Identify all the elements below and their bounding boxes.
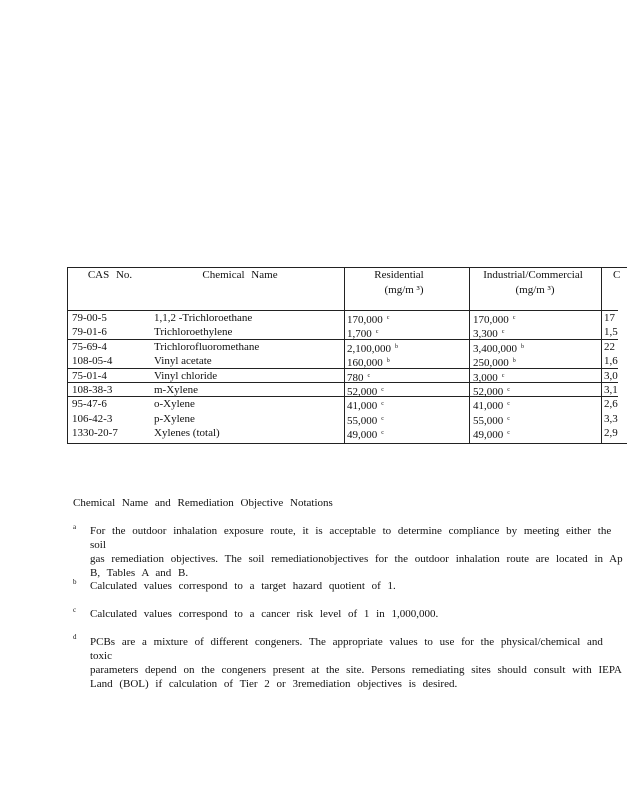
header-residential: Residential bbox=[374, 269, 424, 281]
cell-chemical-name bbox=[154, 412, 195, 426]
cell-cut-text: 22 bbox=[604, 341, 615, 353]
cell-cut-text: 1,6 bbox=[604, 355, 618, 367]
cell-residential bbox=[347, 397, 384, 413]
cell-chemical-name bbox=[154, 311, 252, 325]
cell-industrial-text: 52,000 bbox=[473, 386, 504, 398]
footnote-mark: b bbox=[386, 358, 390, 364]
cell-cas bbox=[72, 369, 107, 383]
note-a bbox=[90, 524, 630, 580]
cell-cut bbox=[604, 340, 615, 354]
cell-cas bbox=[72, 383, 112, 397]
cell-industrial bbox=[473, 354, 516, 370]
cell-industrial bbox=[473, 426, 510, 442]
cell-residential-text: 55,000 bbox=[347, 415, 378, 427]
header-chemical-name: Chemical Name bbox=[202, 269, 278, 281]
footnote-mark: c bbox=[507, 401, 510, 407]
footnote-mark: c bbox=[375, 329, 379, 335]
footnote-mark: c bbox=[386, 315, 390, 321]
cell-cas-text: 108-38-3 bbox=[72, 384, 113, 396]
cell-cut-text: 1,5 bbox=[604, 326, 618, 338]
footnote-mark: c bbox=[507, 387, 510, 393]
cell-chemical-name-text: p-Xylene bbox=[154, 413, 195, 425]
note-d-line: Land (BOL) if calculation of Tier 2 or 3remediation objectives is desired. bbox=[90, 678, 458, 690]
cell-cas bbox=[72, 311, 107, 325]
cell-residential-text: 780 bbox=[347, 372, 364, 384]
cell-residential bbox=[347, 426, 384, 442]
footnote-mark: b bbox=[395, 344, 398, 350]
note-a-line: gas remediation objectives. The soil remediationobjectives for the outdoor inhalation route are located in Ap bbox=[90, 553, 623, 565]
cell-industrial-text: 250,000 bbox=[473, 357, 509, 369]
cell-cas-text: 106-42-3 bbox=[72, 413, 113, 425]
footnote-mark: c bbox=[507, 430, 510, 436]
cell-cas-text: 108-05-4 bbox=[72, 355, 113, 367]
cell-cut bbox=[604, 325, 618, 339]
row-divider bbox=[67, 368, 618, 369]
note-b: Calculated values correspond to a target hazard quotient of 1. bbox=[90, 580, 396, 592]
cell-chemical-name-text: o-Xylene bbox=[154, 398, 195, 410]
note-mark-b: b bbox=[73, 578, 77, 586]
cell-chemical-name bbox=[154, 383, 198, 397]
note-d-line: PCBs are a mixture of different congeners. The appropriate values to use for the physical/chemical and toxic bbox=[90, 636, 603, 662]
cell-industrial bbox=[473, 325, 504, 341]
cell-cut bbox=[604, 412, 618, 426]
footnote-mark: c bbox=[381, 401, 384, 407]
cell-chemical-name-text: Vinyl chloride bbox=[154, 370, 218, 382]
footnote-mark: c bbox=[381, 416, 384, 422]
cell-industrial-text: 49,000 bbox=[473, 429, 504, 441]
cell-residential bbox=[347, 325, 378, 341]
cell-chemical-name-text: m-Xylene bbox=[154, 384, 198, 396]
cell-residential-text: 160,000 bbox=[347, 357, 383, 369]
cell-cut-text: 2,6 bbox=[604, 398, 618, 410]
header-cut-column: C bbox=[613, 269, 621, 281]
header-cas: CAS No. bbox=[87, 269, 133, 281]
cell-chemical-name-text: 1,1,2 -Trichloroethane bbox=[154, 312, 253, 324]
header-divider bbox=[67, 310, 618, 311]
row-divider bbox=[67, 339, 618, 340]
cell-cut-text: 3,3 bbox=[604, 413, 618, 425]
note-c: Calculated values correspond to a cancer risk level of 1 in 1,000,000. bbox=[90, 608, 439, 620]
column-divider bbox=[601, 267, 602, 444]
note-a-line: For the outdoor inhalation exposure route, it is acceptable to determine compliance by meeting either the soil bbox=[90, 525, 612, 551]
cell-cut bbox=[604, 426, 618, 440]
note-mark-c: c bbox=[73, 606, 77, 614]
footnote-mark: c bbox=[507, 416, 510, 422]
cell-cut bbox=[604, 311, 615, 325]
cell-residential-text: 41,000 bbox=[347, 400, 378, 412]
cell-residential-text: 49,000 bbox=[347, 429, 378, 441]
footnote-mark: c bbox=[381, 430, 384, 436]
footnote-mark: c bbox=[501, 329, 505, 335]
cell-chemical-name-text: Trichloroethylene bbox=[154, 326, 233, 338]
cell-residential bbox=[347, 354, 390, 370]
cell-cas-text: 79-00-5 bbox=[72, 312, 107, 324]
cell-cut-text: 3,1 bbox=[604, 384, 618, 396]
cell-industrial-text: 3,300 bbox=[473, 328, 498, 340]
cell-cut-text: 3,0 bbox=[604, 370, 618, 382]
cell-cas bbox=[72, 412, 112, 426]
row-divider bbox=[67, 396, 618, 397]
cell-cut bbox=[604, 383, 618, 397]
footnote-mark: c bbox=[501, 373, 505, 379]
footnote-mark: b bbox=[512, 358, 516, 364]
cell-chemical-name bbox=[154, 325, 232, 339]
cell-chemical-name bbox=[154, 340, 259, 354]
cell-industrial-text: 3,000 bbox=[473, 372, 498, 384]
cell-industrial bbox=[473, 397, 510, 413]
cell-residential-text: 170,000 bbox=[347, 314, 383, 326]
cell-chemical-name bbox=[154, 354, 212, 368]
cell-cut-text: 2,9 bbox=[604, 427, 618, 439]
footnote-mark: b bbox=[521, 344, 524, 350]
note-a-line: B, Tables A and B. bbox=[90, 567, 189, 579]
cell-cut bbox=[604, 354, 618, 368]
row-divider bbox=[67, 382, 618, 383]
cell-chemical-name-text: Xylenes (total) bbox=[154, 427, 220, 439]
cell-chemical-name-text: Vinyl acetate bbox=[154, 355, 212, 367]
header-industrial-unit: (mg/m ³) bbox=[515, 284, 555, 296]
cell-cut-text: 17 bbox=[604, 312, 615, 324]
cell-chemical-name bbox=[154, 369, 217, 383]
cell-chemical-name bbox=[154, 397, 195, 411]
notes-title: Chemical Name and Remediation Objective Notations bbox=[73, 497, 333, 509]
note-mark-a: a bbox=[73, 523, 77, 531]
cell-residential-text: 52,000 bbox=[347, 386, 378, 398]
cell-cas-text: 95-47-6 bbox=[72, 398, 107, 410]
cell-industrial-text: 170,000 bbox=[473, 314, 509, 326]
cell-cas bbox=[72, 325, 107, 339]
cell-cas-text: 79-01-6 bbox=[72, 326, 107, 338]
note-d-line: parameters depend on the congeners present at the site. Persons remediating sites should consult with IEPA bbox=[90, 664, 622, 676]
cell-residential-text: 1,700 bbox=[347, 328, 372, 340]
cell-industrial-text: 55,000 bbox=[473, 415, 504, 427]
cell-cas-text: 1330-20-7 bbox=[72, 427, 118, 439]
cell-industrial-text: 41,000 bbox=[473, 400, 504, 412]
header-industrial: Industrial/Commercial bbox=[483, 269, 583, 281]
cell-residential-text: 2,100,000 bbox=[347, 343, 391, 355]
cell-cas-text: 75-01-4 bbox=[72, 370, 107, 382]
footnote-mark: c bbox=[367, 373, 371, 379]
cell-cas bbox=[72, 354, 112, 368]
cell-cut bbox=[604, 369, 618, 383]
footnote-mark: c bbox=[381, 387, 384, 393]
cell-cas bbox=[72, 397, 107, 411]
cell-cut bbox=[604, 397, 618, 411]
cell-industrial-text: 3,400,000 bbox=[473, 343, 517, 355]
note-d bbox=[90, 635, 630, 691]
cell-cas-text: 75-69-4 bbox=[72, 341, 107, 353]
footnote-mark: c bbox=[512, 315, 516, 321]
cell-chemical-name bbox=[154, 426, 220, 440]
cell-chemical-name-text: Trichlorofluoromethane bbox=[154, 341, 260, 353]
note-mark-d: d bbox=[73, 633, 77, 641]
cell-cas bbox=[72, 340, 107, 354]
header-residential-unit: (mg/m ³) bbox=[384, 284, 424, 296]
cell-cas bbox=[72, 426, 118, 440]
